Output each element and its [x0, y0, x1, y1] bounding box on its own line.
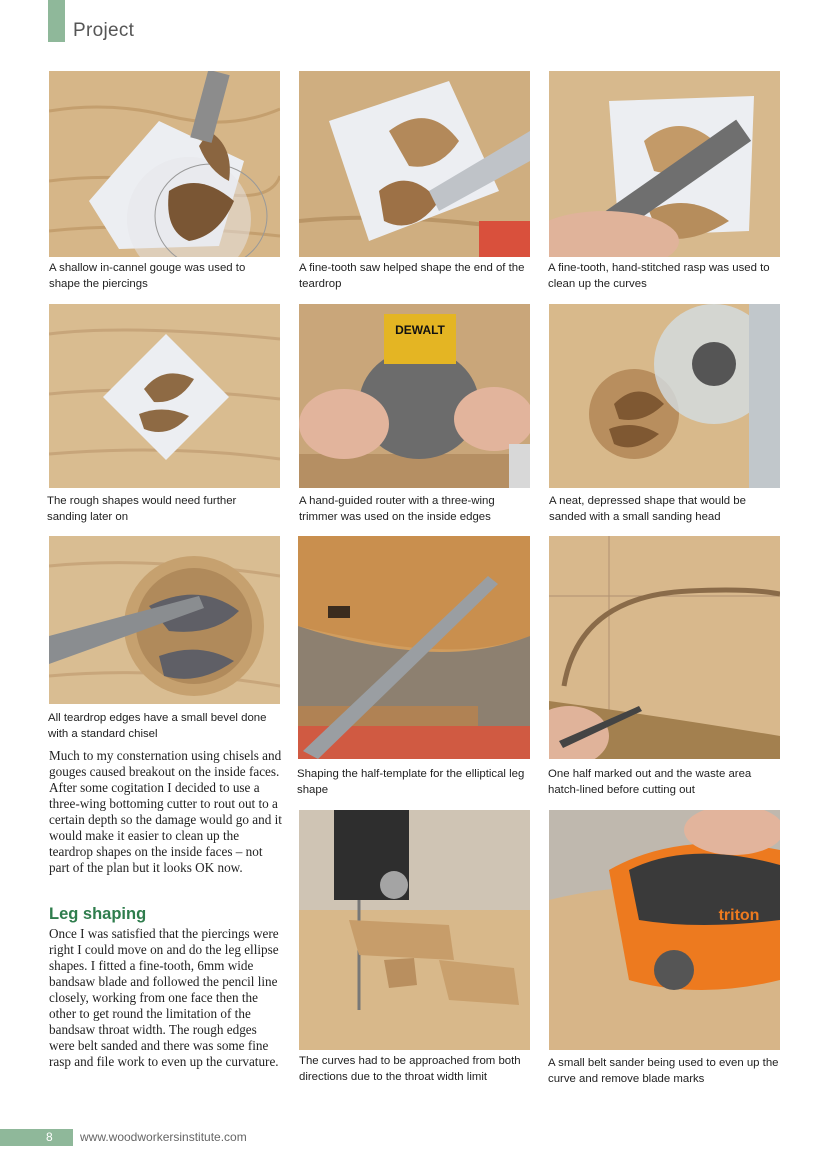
- section-title: Project: [73, 20, 135, 41]
- photo-half-template: [298, 536, 530, 759]
- photo-rasp: [549, 71, 780, 257]
- photo-gouge: [49, 71, 280, 257]
- photo-belt-sander: [549, 810, 780, 1050]
- section-tab: [48, 0, 65, 42]
- photo-caption: Shaping the half-template for the elliptical leg shape: [297, 768, 525, 796]
- photo-caption: The rough shapes would need further sanding later on: [47, 495, 237, 523]
- photo-saw: [299, 71, 530, 257]
- sander-brand: triton: [718, 907, 760, 924]
- photo-rough-shapes: [49, 304, 280, 488]
- photo-caption: A neat, depressed shape that would be sanded with a small sanding head: [549, 495, 746, 523]
- photo-caption: A hand-guided router with a three-wing trimmer was used on the inside edges: [299, 495, 495, 523]
- photo-marked-out: [549, 536, 780, 759]
- photo-caption: One half marked out and the waste area hatch-lined before cutting out: [548, 768, 752, 796]
- router-brand: DEWALT: [395, 323, 445, 337]
- article-paragraph: Much to my consternation using chisels and gouges caused breakout on the inside faces. After some cogitation I decided to use a three-wing bottoming cutter to rout out to a certain depth so the damage would go and it would make it easier to clean up the teardrop shapes on the inside faces – not part of the plan but it looks OK now.: [49, 748, 282, 875]
- photo-caption: All teardrop edges have a small bevel done with a standard chisel: [48, 712, 267, 740]
- photo-caption: A fine-tooth saw helped shape the end of the teardrop: [299, 262, 525, 290]
- photo-router: [299, 304, 530, 488]
- article-paragraph: Once I was satisfied that the piercings were right I could move on and do the leg ellipse shapes. I fitted a fine-tooth, 6mm wide bandsaw blade and followed the pencil line closely, working from one face then the other to get round the limitation of the bandsaw throat width. The rough edges were belt sanded and there was some fine rasp and file work to even up the curvature.: [49, 926, 279, 1069]
- photo-depressed-shape: [549, 304, 780, 488]
- photo-chisel-bevel: [49, 536, 280, 704]
- photo-caption: A small belt sander being used to even up the curve and remove blade marks: [548, 1057, 779, 1085]
- photo-bandsaw: [299, 810, 530, 1050]
- section-heading: Leg shaping: [49, 905, 147, 923]
- photo-caption: A fine-tooth, hand-stitched rasp was used to clean up the curves: [548, 262, 770, 290]
- footer-url: www.woodworkersinstitute.com: [80, 1130, 247, 1144]
- photo-caption: A shallow in-cannel gouge was used to shape the piercings: [49, 262, 246, 290]
- footer-tab: [0, 1129, 73, 1146]
- page-number: 8: [46, 1130, 53, 1144]
- photo-caption: The curves had to be approached from both directions due to the throat width limit: [299, 1055, 521, 1083]
